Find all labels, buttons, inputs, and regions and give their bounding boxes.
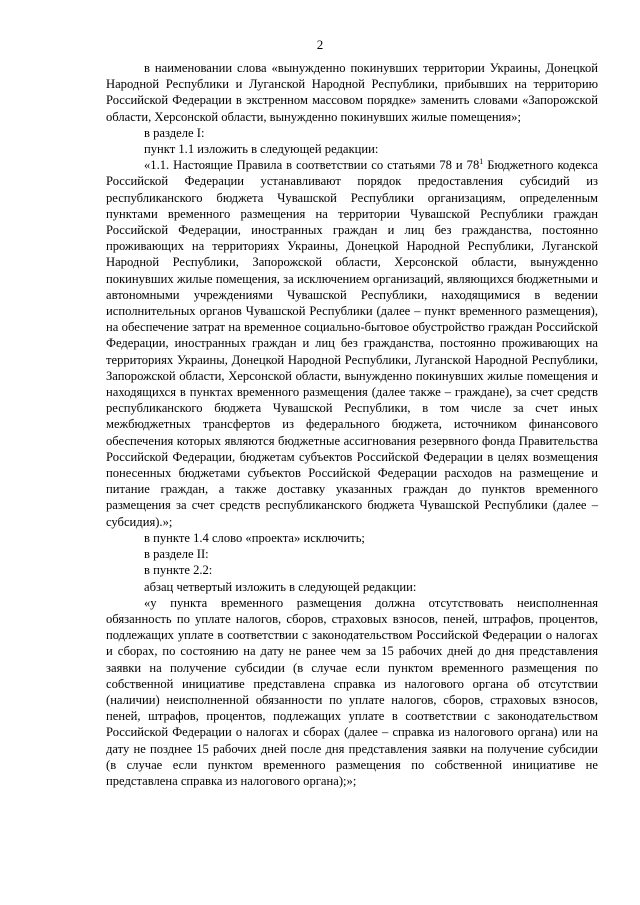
article-superscript: 1 bbox=[479, 157, 484, 167]
item-1-1-text-start: «1.1. Настоящие Правила в соответствии со статьями 78 и 78 bbox=[144, 158, 480, 173]
paragraph-fourth-subparagraph: абзац четвертый изложить в следующей редакции: bbox=[144, 579, 417, 594]
page-number: 2 bbox=[316, 37, 324, 52]
paragraph-tax-obligation: «у пункта временного размещения должна отсутствовать неисполненная обязанность по уплате налогов, сборов, страховых взносов, пеней, штрафов, процентов, подлежащих уплате в соответствии с законодательством Российской Федерации о налогах и сборах, по состоянию на дату не ранее чем за 15 рабочих дней до дня представления заявки на получение субсидии (в случае если пунктом временного размещения по собственной инициативе представлена справка из налогового органа об отсутствии (наличии) неисполненной обязанности по уплате налогов, сборов, страховых взносов, пеней, штрафов, процентов, подлежащих уплате в соответствии с законодательством Российской Федерации о налогах и сборах (далее – справка из налогового органа) или на дату не позднее 15 рабочих дней после дня представления заявки на получение субсидии (в случае если пунктом временного размещения по собственной инициативе не представлена справка из налогового органа);»; bbox=[106, 595, 598, 788]
paragraph-item-2-2: в пункте 2.2: bbox=[144, 563, 213, 578]
paragraph-section-2: в разделе II: bbox=[144, 547, 209, 562]
paragraph-item-1-1-intro: пункт 1.1 изложить в следующей редакции: bbox=[144, 142, 379, 157]
paragraph-naming-change: в наименовании слова «вынужденно покинувших территории Украины, Донецкой Народной Республики и Луганской Народной Республики, прибывших на территорию Российской Федерации в экстренном массовом порядке» заменить словами «Запорожской области, Херсонской области, вынужденно покинувших жилые помещения»; bbox=[106, 61, 598, 124]
paragraph-section-1: в разделе I: bbox=[144, 125, 205, 140]
paragraph-item-1-1-text bbox=[106, 157, 598, 530]
document-body bbox=[106, 60, 598, 789]
item-1-1-text-rest: Бюджетного кодекса Российской Федерации устанавливают порядок предоставления субсидий из республиканского бюджета Чувашской Республики организациям, определенным пунктами временного размещения на территории Чувашской Республики граждан Российской Федерации, иностранных граждан и лиц без гражданства, постоянно проживающих на территориях Украины, Донецкой Народной Республики, Луганской Народной Республики, Запорожской области, Херсонской области, вынужденно покинувших жилые помещения, за исключением организаций, являющихся бюджетными и автономными учреждениями Чувашской Республики, находящимися в ведении исполнительных органов Чувашской Республики (далее – пункт временного размещения), на обеспечение затрат на временное социально-бытовое обустройство граждан Российской Федерации, иностранных граждан и лиц без гражданства, постоянно проживающих на территориях Украины, Донецкой Народной Республики, Луганской Народной Республики, Запорожской области, Херсонской области, вынужденно покинувших жилые помещения и находящихся в пунктах временного размещения (далее также – граждане), за счет средств республиканского бюджета Чувашской Республики, в том числе за счет иных межбюджетных трансфертов из федерального бюджета, источником финансового обеспечения которых являются бюджетные ассигнования резервного фонда Правительства Российской Федерации, бюджетам субъектов Российской Федерации в целях возмещения понесенных бюджетами субъектов Российской Федерации расходов на размещение и питание граждан, а также доставку указанных граждан до пунктов временного размещения за счет средств республиканского бюджета Чувашской Республики (далее – субсидия).»; bbox=[106, 158, 598, 529]
paragraph-item-1-4: в пункте 1.4 слово «проекта» исключить; bbox=[144, 530, 365, 545]
